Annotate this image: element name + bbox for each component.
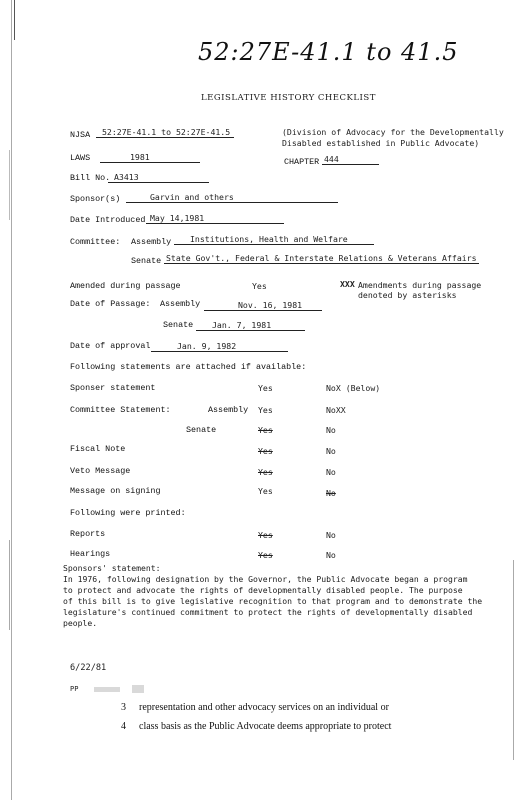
checklist-label: Committee Statement: bbox=[70, 405, 171, 415]
chapter-value: 444 bbox=[322, 154, 379, 165]
bill-line-number: 4 bbox=[121, 721, 126, 732]
amended-label: Amended during passage bbox=[70, 281, 181, 291]
statement-line: of this bill is to give legislative recognition to that program and to demonstrate the bbox=[63, 596, 483, 606]
njsa-note bbox=[282, 127, 504, 149]
approval-value: Jan. 9, 1982 bbox=[151, 341, 288, 352]
statement-line: legislature's continued commitment to protect the rights of developmentally disabled bbox=[63, 607, 473, 617]
checklist-yes: Yes bbox=[258, 467, 273, 477]
committee-senate-label: Senate bbox=[131, 256, 162, 266]
sponsors-value: Garvin and others bbox=[126, 192, 338, 203]
printed-yes: Yes bbox=[258, 550, 273, 560]
checklist-no: No bbox=[326, 488, 336, 498]
printed-label: Hearings bbox=[70, 549, 111, 559]
page-edge-line bbox=[513, 560, 514, 760]
footer-date: 6/22/81 bbox=[70, 663, 107, 673]
checklist-label: Message on signing bbox=[70, 486, 161, 496]
amended-note-line: Amendments during passage bbox=[358, 280, 482, 290]
laws-value: 1981 bbox=[100, 152, 200, 163]
printed-heading: Following were printed: bbox=[70, 508, 186, 518]
checklist-no: No bbox=[326, 425, 336, 435]
date-introduced-label: Date Introduced bbox=[70, 215, 146, 225]
approval-label: Date of approval bbox=[70, 341, 151, 351]
committee-senate-value: State Gov't., Federal & Interstate Relations & Veterans Affairs bbox=[166, 253, 477, 263]
bill-line-text: representation and other advocacy services on an individual or bbox=[139, 702, 389, 713]
bill-label: Bill No. bbox=[70, 173, 111, 183]
page-edge-line bbox=[9, 150, 10, 220]
checklist-yes: Yes bbox=[258, 446, 273, 456]
stamp-smudge bbox=[132, 685, 144, 693]
bill-line-number: 3 bbox=[121, 702, 126, 713]
attached-heading: Following statements are attached if available: bbox=[70, 362, 307, 372]
date-introduced-value: May 14,1981 bbox=[146, 213, 284, 224]
page-edge-line bbox=[11, 0, 12, 800]
chapter-label: CHAPTER bbox=[284, 157, 320, 167]
amended-note-line: denoted by asterisks bbox=[358, 290, 457, 300]
amended-no-struck: XXX bbox=[340, 279, 355, 289]
passage-senate-value: Jan. 7, 1981 bbox=[196, 320, 305, 331]
amended-note bbox=[358, 280, 481, 300]
printed-yes: Yes bbox=[258, 530, 273, 540]
checklist-label: Sponser statement bbox=[70, 383, 156, 393]
page-edge-line bbox=[14, 0, 15, 40]
passage-assembly-value: Nov. 16, 1981 bbox=[204, 300, 322, 311]
committee-assembly-label: Assembly bbox=[131, 237, 172, 247]
checklist-no: No bbox=[326, 467, 336, 477]
njsa-note-line: Disabled established in Public Advocate) bbox=[282, 138, 480, 148]
committee-assembly-value: Institutions, Health and Welfare bbox=[174, 234, 374, 245]
checklist-yes: Yes bbox=[258, 405, 273, 415]
handwritten-citation: 52:27E-41.1 to 41.5 bbox=[198, 38, 459, 66]
page-edge-line bbox=[9, 540, 10, 630]
statement-line: In 1976, following designation by the Governor, the Public Advocate began a program bbox=[63, 574, 468, 584]
printed-no: No bbox=[326, 530, 336, 540]
stamp-smudge bbox=[94, 687, 120, 692]
statement-line: to protect and advocate the rights of developmentally disabled people. The purpose bbox=[63, 585, 463, 595]
njsa-value: 52:27E-41.1 to 52:27E-41.5 bbox=[96, 127, 234, 138]
njsa-label: NJSA bbox=[70, 130, 91, 140]
njsa-note-line: (Division of Advocacy for the Developmentally bbox=[282, 127, 504, 137]
printed-label: Reports bbox=[70, 529, 106, 539]
amended-yes: Yes bbox=[252, 281, 267, 291]
checklist-no: NoX (Below) bbox=[326, 383, 381, 393]
checklist-sub-label: Senate bbox=[186, 425, 217, 435]
checklist-yes: Yes bbox=[258, 383, 273, 393]
checklist-label: Fiscal Note bbox=[70, 444, 126, 454]
checklist-no: NoXX bbox=[326, 405, 346, 415]
laws-label: LAWS bbox=[70, 153, 91, 163]
checklist-yes: Yes bbox=[258, 425, 273, 435]
bill-line-text: class basis as the Public Advocate deems appropriate to protect bbox=[139, 721, 392, 732]
footer-initials: PP bbox=[70, 685, 79, 693]
printed-no: No bbox=[326, 550, 336, 560]
passage-label: Date of Passage: bbox=[70, 299, 151, 309]
committee-label: Committee: bbox=[70, 237, 121, 247]
checklist-label: Veto Message bbox=[70, 466, 131, 476]
sponsors-label: Sponsor(s) bbox=[70, 194, 121, 204]
passage-assembly-label: Assembly bbox=[160, 299, 201, 309]
passage-senate-label: Senate bbox=[163, 320, 194, 330]
statement-line: people. bbox=[63, 618, 98, 628]
checklist-sub-label: Assembly bbox=[208, 405, 249, 415]
checklist-no: No bbox=[326, 446, 336, 456]
statement-heading: Sponsors' statement: bbox=[63, 563, 161, 573]
page-title: LEGISLATIVE HISTORY CHECKLIST bbox=[201, 93, 376, 103]
bill-value: A3413 bbox=[108, 172, 209, 183]
checklist-yes: Yes bbox=[258, 486, 273, 496]
